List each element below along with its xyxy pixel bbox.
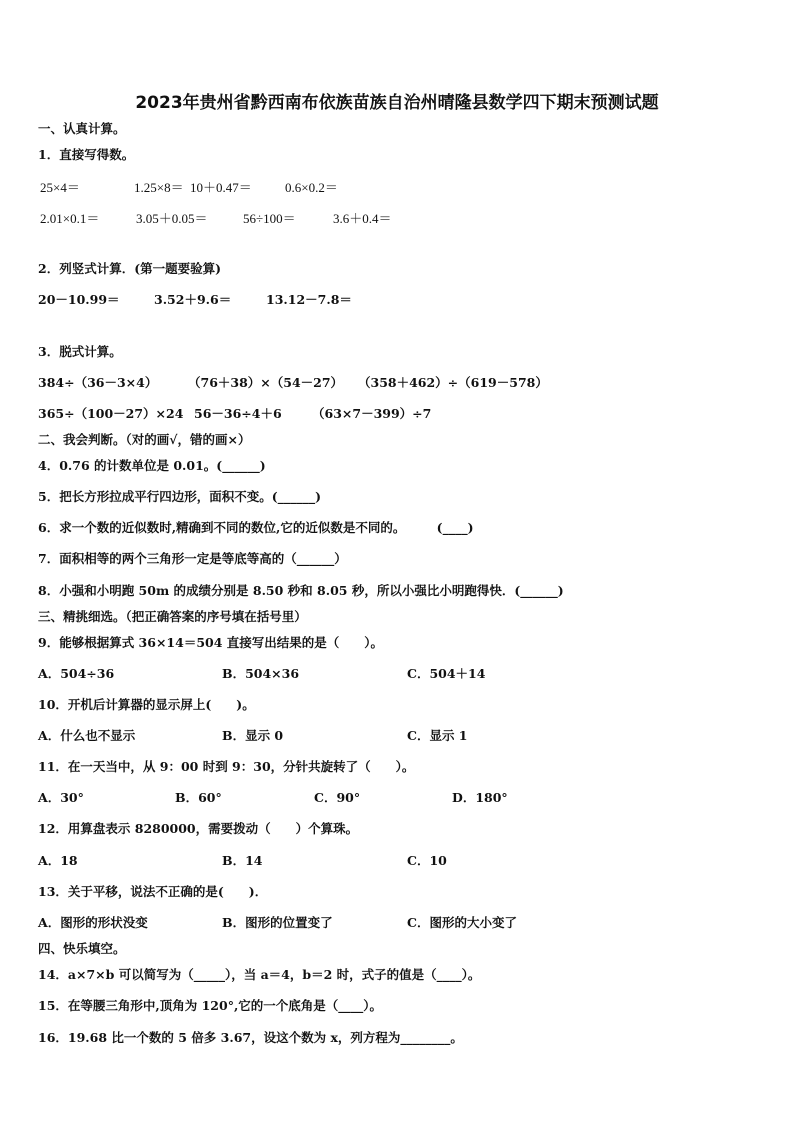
question-7: 7．面积相等的两个三角形一定是等底等高的（______） xyxy=(38,551,347,566)
q1-item: 10＋0.47＝ xyxy=(190,180,252,195)
option-c: C．10 xyxy=(407,853,447,868)
option-b: B．显示 0 xyxy=(222,728,284,743)
question-13: 13．关于平移，说法不正确的是( )． xyxy=(38,884,268,899)
option-a: A．图形的形状没变 xyxy=(38,915,148,930)
question-4: 4．0.76 的计数单位是 0.01。(______) xyxy=(38,458,266,473)
option-a: A．30° xyxy=(38,790,84,805)
option-b: B．图形的位置变了 xyxy=(222,915,333,930)
option-b: B．504×36 xyxy=(222,666,300,681)
question-8: 8．小强和小明跑 50m 的成绩分别是 8.50 秒和 8.05 秒，所以小强比小明跑得快．(______) xyxy=(38,583,564,598)
page-title: 2023年贵州省黔西南布依族苗族自治州晴隆县数学四下期末预测试题 xyxy=(135,93,659,113)
question-10: 10．开机后计算器的显示屏上( )。 xyxy=(38,697,255,712)
option-c: C．图形的大小变了 xyxy=(407,915,517,930)
q3-item: 56－36÷4＋6 xyxy=(194,406,282,421)
q3-item: （358＋462）÷（619－578） xyxy=(358,375,548,390)
option-c: C．504＋14 xyxy=(407,666,486,681)
question-14: 14．a×7×b 可以简写为（_____），当 a＝4，b＝2 时，式子的值是（____）。 xyxy=(38,967,481,982)
question-15: 15．在等腰三角形中,顶角为 120°,它的一个底角是（____）。 xyxy=(38,998,383,1013)
section2-heading: 二、我会判断。（对的画√，错的画×） xyxy=(38,432,251,447)
q1-item: 25×4＝ xyxy=(40,180,80,195)
q1-label: 1．直接写得数。 xyxy=(38,147,135,162)
option-c: C．90° xyxy=(314,790,361,805)
q1-item: 56÷100＝ xyxy=(243,211,296,226)
question-9: 9．能够根据算式 36×14＝504 直接写出结果的是（ ）。 xyxy=(38,635,384,650)
option-a: A．什么也不显示 xyxy=(38,728,136,743)
q3-label: 3．脱式计算。 xyxy=(38,344,122,359)
option-b: B．60° xyxy=(175,790,222,805)
option-a: A．18 xyxy=(38,853,78,868)
q2-label: 2．列竖式计算．(第一题要验算) xyxy=(38,261,222,276)
option-b: B．14 xyxy=(222,853,263,868)
section1-heading: 一、认真计算。 xyxy=(38,121,126,136)
section3-heading: 三、精挑细选。（把正确答案的序号填在括号里） xyxy=(38,609,307,624)
q1-item: 2.01×0.1＝ xyxy=(40,211,100,226)
question-11: 11．在一天当中，从 9：00 时到 9：30，分针共旋转了（ ）。 xyxy=(38,759,415,774)
q3-item: （76＋38）×（54－27） xyxy=(188,375,344,390)
q3-item: 365÷（100－27）×24 xyxy=(38,406,184,421)
option-c: C．显示 1 xyxy=(407,728,468,743)
question-6: 6．求一个数的近似数时,精确到不同的数位,它的近似数是不同的。 (____) xyxy=(38,520,474,535)
q1-item: 1.25×8＝ xyxy=(134,180,184,195)
question-12: 12．用算盘表示 8280000，需要拨动（ ）个算珠。 xyxy=(38,821,359,836)
q3-item: 384÷（36－3×4） xyxy=(38,375,158,390)
option-d: D．180° xyxy=(452,790,508,805)
q2-item: 20－10.99＝ xyxy=(38,292,120,307)
q1-item: 3.6＋0.4＝ xyxy=(333,211,392,226)
q2-item: 13.12－7.8＝ xyxy=(266,292,352,307)
q1-item: 3.05＋0.05＝ xyxy=(136,211,208,226)
question-16: 16．19.68 比一个数的 5 倍多 3.67，设这个数为 x，列方程为________。 xyxy=(38,1030,463,1045)
option-a: A．504÷36 xyxy=(38,666,115,681)
q3-item: （63×7－399）÷7 xyxy=(312,406,432,421)
q1-item: 0.6×0.2＝ xyxy=(285,180,338,195)
question-5: 5．把长方形拉成平行四边形，面积不变。(______) xyxy=(38,489,322,504)
section4-heading: 四、快乐填空。 xyxy=(38,941,126,956)
q2-item: 3.52＋9.6＝ xyxy=(154,292,232,307)
